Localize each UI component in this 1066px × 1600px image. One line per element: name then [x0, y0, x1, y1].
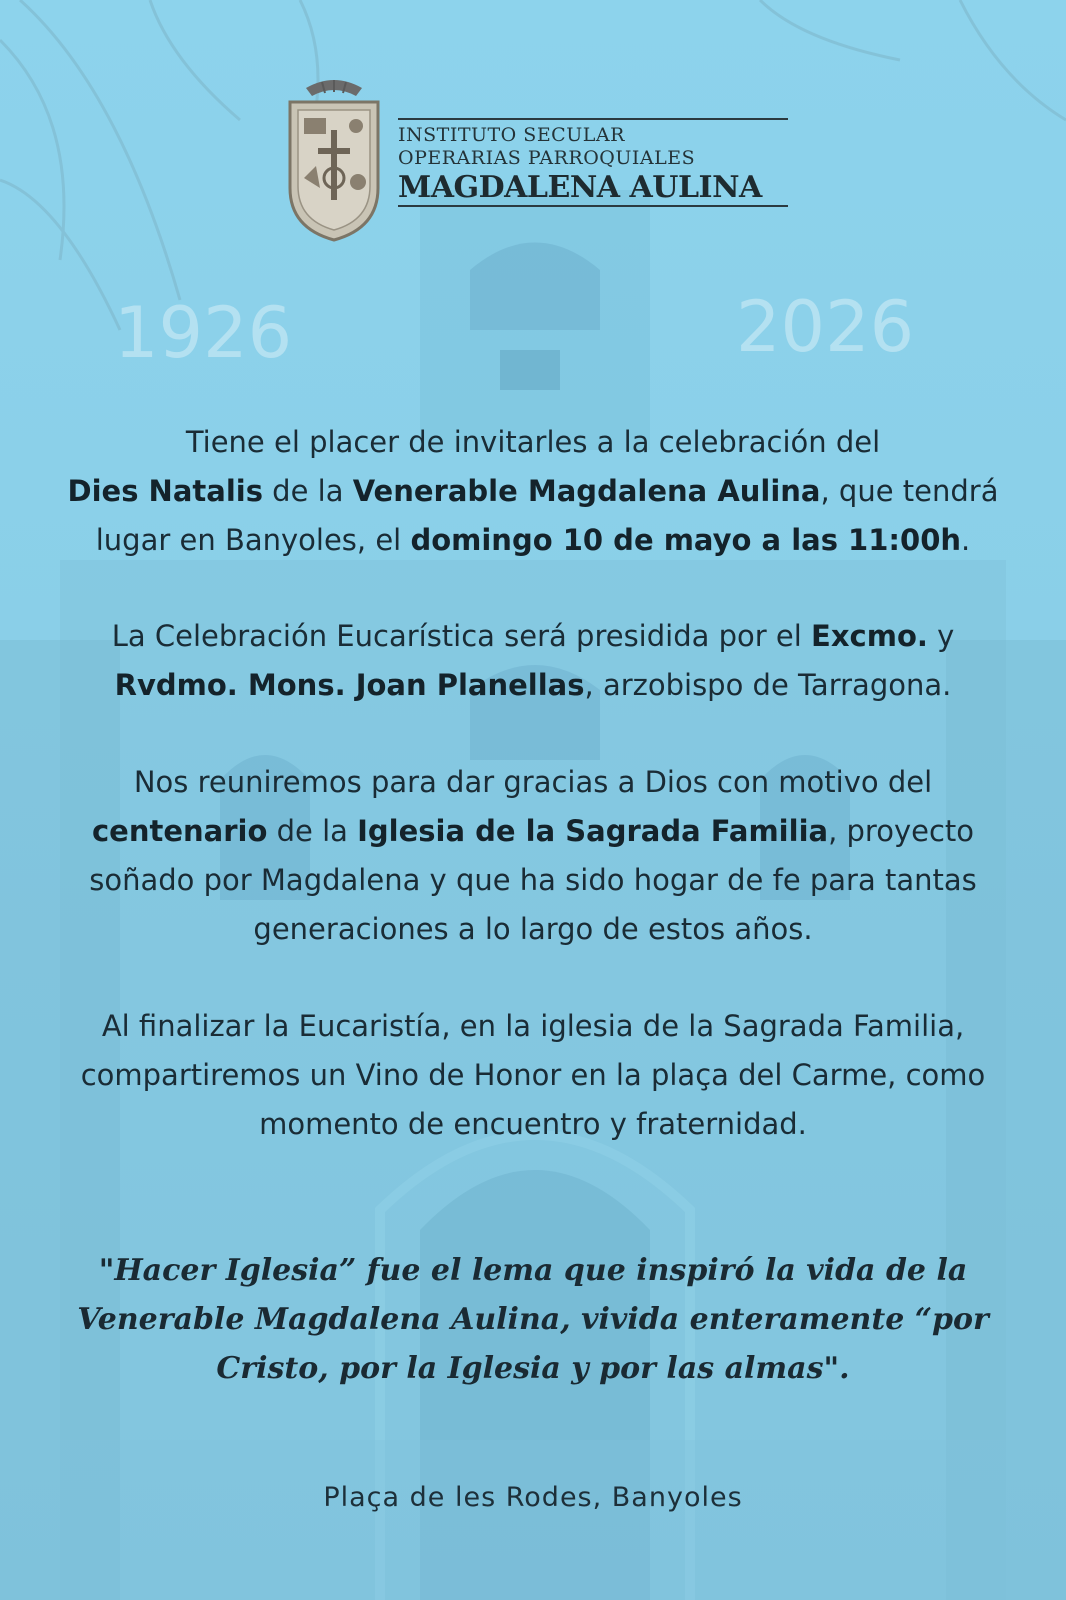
p3-text-2: de la	[267, 814, 358, 848]
p2-text-1: La Celebración Eucarística será presidida por el	[111, 619, 812, 653]
logo-line-name: MAGDALENA AULINA	[398, 170, 762, 205]
p2-bold-name: Rvdmo. Mons. Joan Planellas	[114, 668, 585, 702]
p1-text-2: de la	[262, 474, 353, 508]
coat-of-arms-icon	[284, 78, 384, 244]
p3-bold-centenario: centenario	[91, 814, 268, 848]
paragraph-invitation	[60, 418, 1006, 565]
p3-text-3: , proyecto soñado por Magdalena y que ha sido hogar de fe para tantas generaciones a lo largo de estos años.	[89, 814, 977, 946]
paragraph-vino-de-honor	[60, 1002, 1006, 1149]
motto-quote: "Hacer Iglesia” fue el lema que inspiró la vida de la Venerable Magdalena Aulina, vivida enteramente “por Cristo, por la Iglesia y por las almas".	[77, 1253, 989, 1386]
logo-bottom-rule	[398, 205, 788, 207]
year-start: 1926	[114, 292, 293, 374]
logo-line-operarias: OPERARIAS PARROQUIALES	[398, 147, 696, 169]
logo-line-institute: INSTITUTO SECULAR	[398, 124, 625, 146]
paragraph-centenary	[60, 758, 1006, 954]
p4-text-1: Al finalizar la Eucaristía, en la iglesia de la Sagrada Familia, compartiremos un Vino de Honor en la plaça del Carme, como momento de encuentro y fraternidad.	[80, 1009, 986, 1141]
paragraph-celebration	[60, 612, 1006, 710]
logo-top-rule	[398, 118, 788, 120]
p2-text-2: y	[927, 619, 955, 653]
p1-text-1: Tiene el placer de invitarles a la celebración del	[185, 425, 881, 459]
p2-bold-excmo: Excmo.	[811, 619, 928, 653]
p3-text-1: Nos reuniremos para dar gracias a Dios con motivo del	[133, 765, 933, 799]
p3-bold-iglesia: Iglesia de la Sagrada Familia	[357, 814, 829, 848]
location-footer: Plaça de les Rodes, Banyoles	[323, 1482, 743, 1513]
year-end: 2026	[736, 286, 915, 368]
p1-bold-dies-natalis: Dies Natalis	[67, 474, 263, 508]
institute-logo	[284, 78, 784, 248]
p1-text-4: .	[961, 523, 971, 557]
p1-bold-venerable: Venerable Magdalena Aulina	[352, 474, 821, 508]
p1-bold-date: domingo 10 de mayo a las 11:00h	[410, 523, 962, 557]
p2-text-3: , arzobispo de Tarragona.	[584, 668, 952, 702]
p1-text-3: , que tendrá lugar en Banyoles, el	[95, 474, 999, 557]
